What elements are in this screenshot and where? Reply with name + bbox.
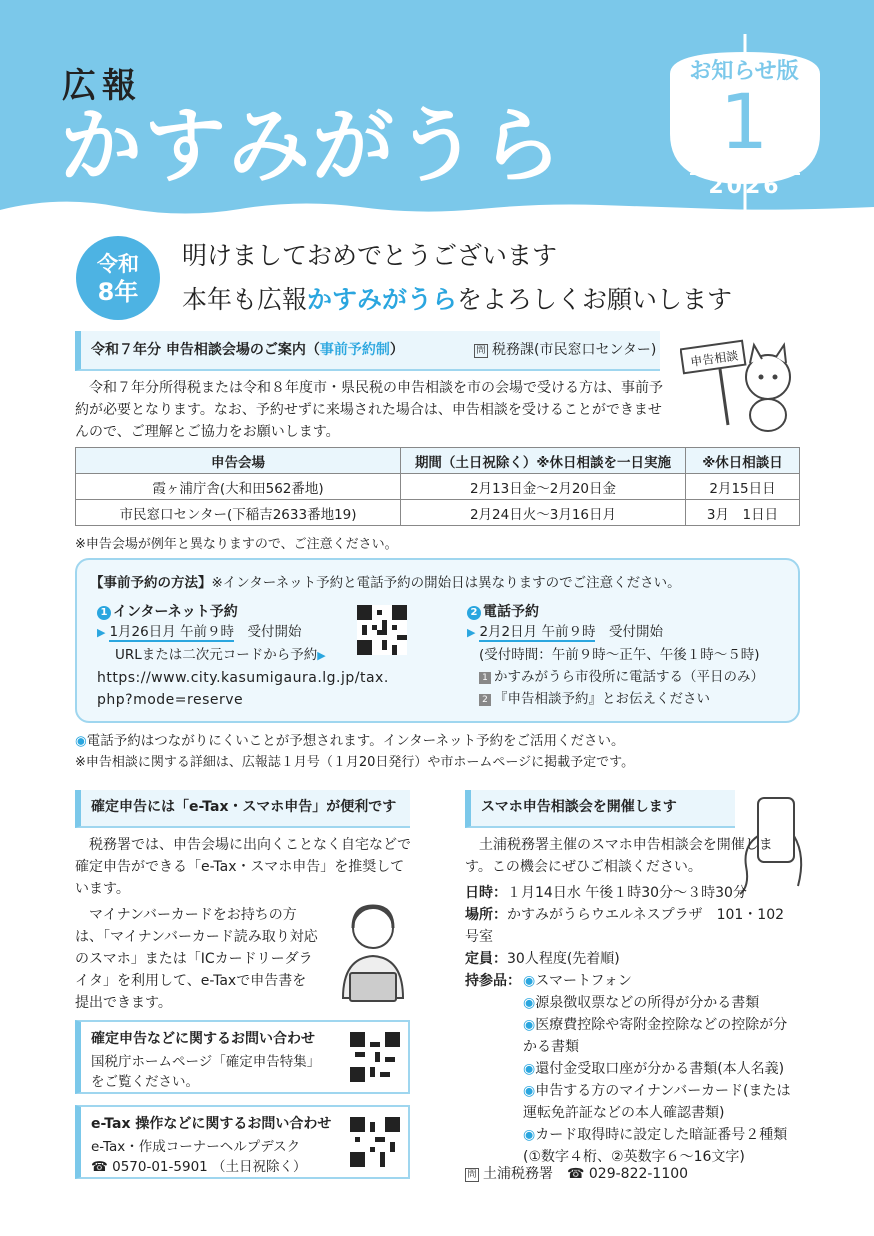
item-text: 申告する方のマイナンバーカード(または運転免許証などの本人確認書類)	[523, 1083, 791, 1121]
qr-code-icon[interactable]	[350, 1032, 400, 1082]
greeting-line2	[182, 280, 732, 316]
list-item	[523, 1124, 795, 1168]
item-text: 医療費控除や寄附金控除などの控除が分かる書類	[523, 1017, 788, 1055]
inquiry-box-line: をご覧ください。	[91, 1074, 199, 1090]
tax-office-contact	[465, 1163, 688, 1183]
issue-year: 2026	[708, 174, 782, 199]
issue-number: 1	[719, 77, 769, 166]
etax-section-title: 確定申告には「e-Tax・スマホ申告」が便利です	[75, 790, 410, 828]
table-header-row	[76, 448, 800, 474]
inquiry-mark-icon: 問	[474, 344, 488, 358]
table-cell: 霞ヶ浦庁舎(大和田562番地)	[76, 474, 401, 500]
reservation-heading	[90, 571, 681, 591]
phone-step2-text: 『申告相談予約』とお伝えください	[494, 691, 710, 707]
reservation-heading-bold: 【事前予約の方法】	[90, 575, 212, 591]
internet-date: 1月26日月 午前９時	[109, 624, 235, 640]
triangle-icon: ▶	[317, 649, 326, 662]
greeting-post: をよろしくお願いします	[457, 285, 733, 314]
list-item	[523, 1058, 795, 1080]
items-row	[465, 970, 795, 1168]
inquiry-mark-icon: 問	[465, 1168, 479, 1182]
triangle-icon: ▶	[97, 626, 106, 639]
smartphone-intro: 土浦税務署主催のスマホ申告相談会を開催します。この機会にぜひご相談ください。	[465, 837, 773, 875]
phone-title-text: 電話予約	[483, 604, 539, 620]
greeting-line1: 明けましておめでとうございます	[182, 241, 558, 270]
list-item	[523, 992, 795, 1014]
table-header: 期間（土日祝除く）※休日相談を一日実施	[401, 448, 686, 474]
inquiry-box-title: e-Tax 操作などに関するお問い合わせ	[91, 1116, 332, 1132]
consult-dept	[474, 337, 656, 363]
smartphone-section-title: スマホ申告相談会を開催します	[465, 790, 735, 828]
bullet-icon: ◉	[523, 1083, 536, 1099]
internet-how: URLまたは二次元コードから予約	[115, 647, 318, 663]
phone-title	[467, 601, 787, 621]
capacity-value: 30人程度(先着順)	[507, 951, 620, 967]
table-cell: 2月15日日	[686, 474, 800, 500]
date-value: １月14日水 午後１時30分～３時30分	[507, 885, 747, 901]
woman-laptop-icon	[328, 898, 418, 1008]
number-2-icon: 2	[467, 606, 481, 620]
smartphone-capacity-row	[465, 948, 795, 970]
phone-date: 2月2日月 午前９時	[479, 624, 596, 640]
phone-step2	[467, 688, 787, 710]
item-text: 源泉徴収票などの所得が分かる書類	[535, 995, 760, 1011]
table-header: 申告会場	[76, 448, 401, 474]
list-item	[523, 970, 795, 992]
era-badge	[76, 236, 160, 320]
bullet-icon: ◉	[523, 1127, 536, 1143]
item-text: 還付金受取口座が分かる書類(本人名義)	[535, 1061, 785, 1077]
item-text: スマートフォン	[535, 973, 632, 989]
item-text: カード取得時に設定した暗証番号２種類(①数字４桁、②英数字６～16文字)	[523, 1127, 788, 1165]
mascot-sign-text: 申告相談	[689, 348, 740, 370]
triangle-icon: ▶	[467, 626, 476, 639]
reservation-heading-note: ※インターネット予約と電話予約の開始日は異なりますのでご注意ください。	[211, 575, 681, 591]
table-cell: 2月24日火～3月16日月	[401, 500, 686, 526]
number-1-icon: 1	[97, 606, 111, 620]
phone-step1-text: かすみがうら市役所に電話する（平日のみ）	[494, 669, 764, 685]
phone-hours: (受付時間：午前９時～正午、午後１時～５時)	[479, 647, 760, 663]
kouhou-label: 広報	[62, 66, 142, 106]
step-1-icon: 1	[479, 672, 491, 684]
reservation-url-cont[interactable]: php?mode=reserve	[97, 692, 244, 708]
consult-title: 令和７年分 申告相談会場のご案内（	[91, 342, 320, 358]
mascot-sign-icon	[680, 335, 800, 435]
table-cell: 3月 1日日	[686, 500, 800, 526]
etax-paragraph1: 税務署では、申告会場に出向くことなく自宅などで確定申告ができる「e-Tax・スマホ申告」を推奨しています。	[75, 837, 411, 897]
masthead-title: かすみがうら	[60, 99, 565, 194]
consult-section-title	[75, 331, 660, 371]
bullet-icon: ◉	[523, 1017, 536, 1033]
date-label: 日時：	[465, 885, 507, 901]
internet-start: 受付開始	[247, 624, 302, 640]
smartphone-details	[465, 834, 795, 1168]
qr-code-icon[interactable]	[357, 605, 407, 655]
inquiry-box-line: e-Tax・作成コーナーヘルプデスク	[91, 1139, 301, 1155]
inquiry-box-etax	[75, 1105, 410, 1179]
smartphone-date-row	[465, 882, 795, 904]
consult-intro: 令和７年分所得税または令和８年度市・県民税の申告相談を市の会場で受ける方は、事前予約が必要となります。なお、予約せずに来場された場合は、申告相談を受けることができませんので、ご理解とご協力をお願いします。	[75, 380, 663, 440]
table-row	[76, 500, 800, 526]
era-line2: 8年	[97, 278, 139, 306]
table-cell: 市民窓口センター(下稲吉2633番地19)	[76, 500, 401, 526]
detail-note: ※申告相談に関する詳細は、広報誌１月号（１月20日発行）や市ホームページに掲載予定です。	[75, 755, 635, 770]
inquiry-box-title: 確定申告などに関するお問い合わせ	[91, 1031, 315, 1047]
venue-note: ※申告会場が例年と異なりますので、ご注意ください。	[75, 537, 398, 552]
consult-dept-name: 税務課(市民窓口センター)	[492, 342, 657, 358]
inquiry-box-phone: ☎ 0570-01-5901 （土日祝除く）	[91, 1159, 307, 1175]
capacity-label: 定員：	[465, 951, 507, 967]
table-header: ※休日相談日	[686, 448, 800, 474]
consult-table	[75, 447, 800, 526]
list-item	[523, 1014, 795, 1058]
consult-title-emphasis: 事前予約制	[319, 342, 390, 358]
consult-title-end: ）	[389, 342, 404, 358]
items-label: 持参品：	[465, 973, 521, 989]
step-2-icon: 2	[479, 694, 491, 706]
etax-paragraph2: マイナンバーカードをお持ちの方は、「マイナンバーカード読み取り対応のスマホ」または「ICカードリーダライタ」を利用して、e-Taxで申告書を提出できます。	[75, 907, 318, 1011]
greeting-pre: 本年も広報	[182, 285, 308, 314]
edition-label: お知らせ版	[689, 59, 799, 84]
phone-start: 受付開始	[608, 624, 663, 640]
inquiry-box-tax	[75, 1020, 410, 1094]
internet-title-text: インターネット予約	[113, 604, 238, 620]
reservation-url[interactable]: https://www.city.kasumigaura.lg.jp/tax.	[97, 670, 389, 686]
place-label: 場所：	[465, 907, 507, 923]
bullet-icon: ◉	[523, 1061, 536, 1077]
phone-note	[75, 729, 625, 749]
bullet-icon: ◉	[75, 733, 87, 749]
bullet-icon: ◉	[523, 995, 536, 1011]
table-row	[76, 474, 800, 500]
phone-date-line	[467, 621, 787, 644]
place-value: かすみがうらウエルネスプラザ 101・102号室	[465, 907, 785, 945]
phone-note-text: 電話予約はつながりにくいことが予想されます。インターネット予約をご活用ください。	[86, 733, 625, 749]
phone-reservation	[467, 601, 787, 710]
smartphone-place-row	[465, 904, 795, 948]
inquiry-box-line: 国税庁ホームページ「確定申告特集」	[91, 1054, 321, 1070]
items-list	[523, 970, 795, 1168]
bullet-icon: ◉	[523, 973, 536, 989]
qr-code-icon[interactable]	[350, 1117, 400, 1167]
phone-step1	[467, 666, 787, 688]
era-line1: 令和	[97, 252, 139, 276]
list-item	[523, 1080, 795, 1124]
tax-office-contact-text: 土浦税務署 ☎ 029-822-1100	[483, 1166, 689, 1182]
table-cell: 2月13日金～2月20日金	[401, 474, 686, 500]
greeting-highlight: かすみがうら	[307, 285, 458, 314]
